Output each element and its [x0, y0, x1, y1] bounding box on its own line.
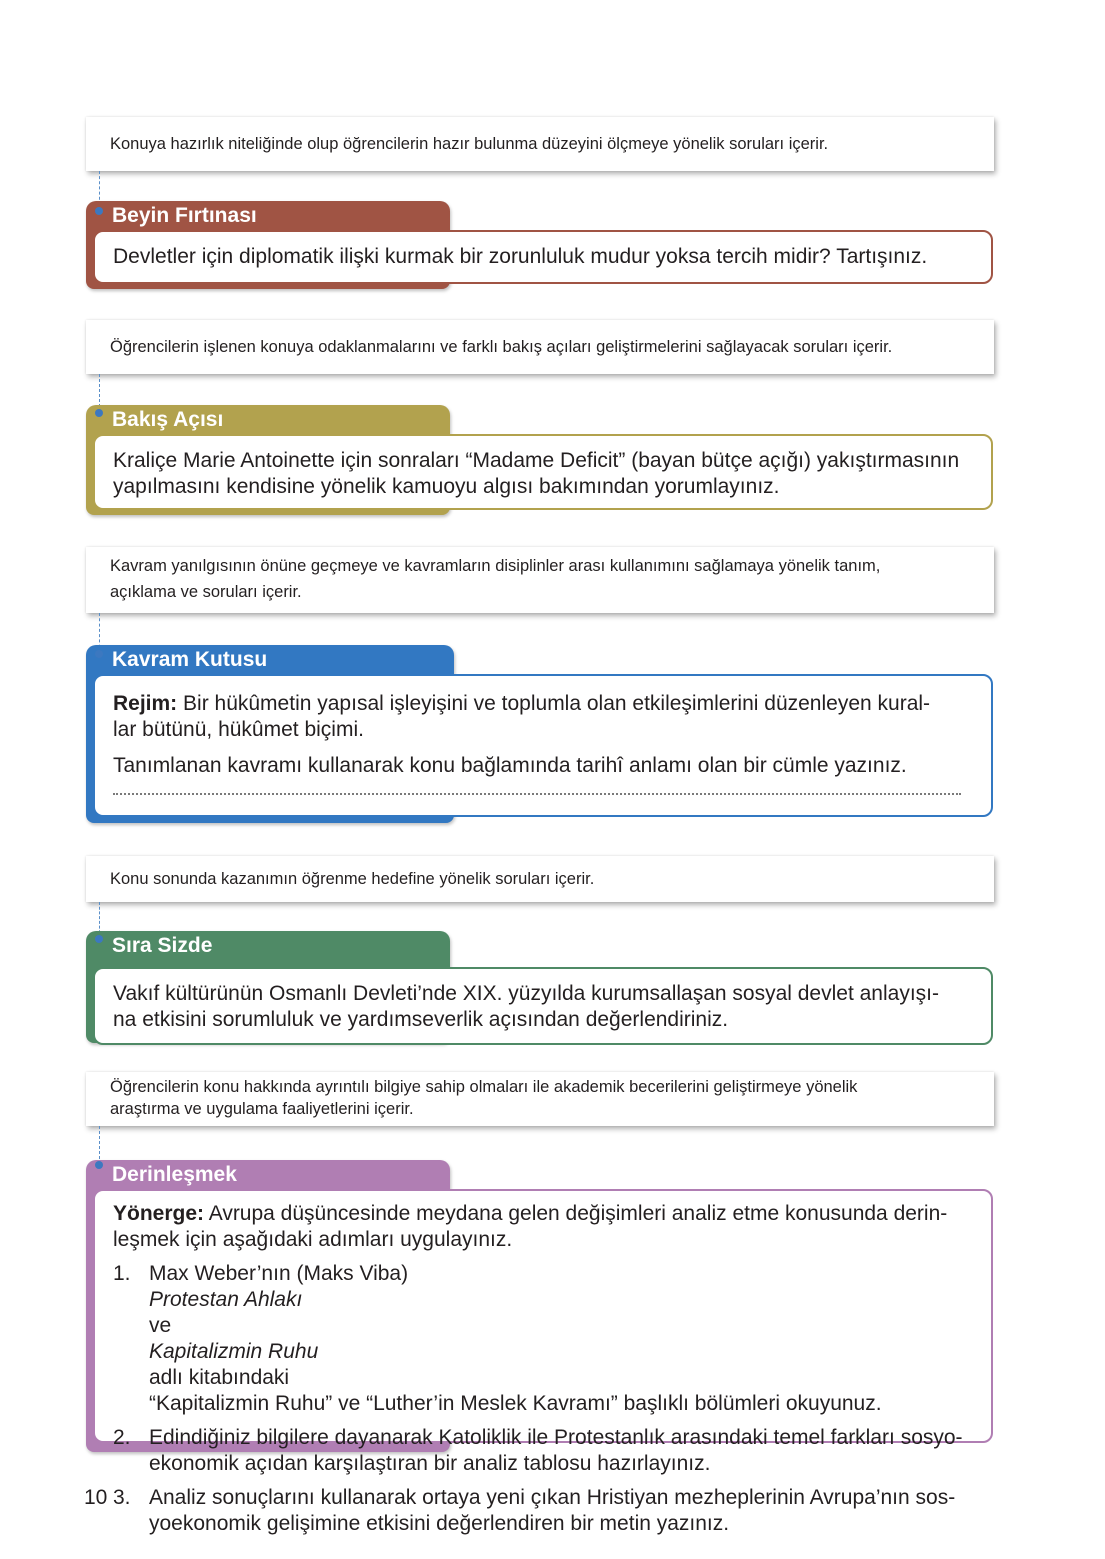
list-item	[113, 1485, 971, 1537]
card-text: Devletler için diplomatik ilişki kurmak bir zorunluluk mudur yoksa tercih midir? Tartışınız.	[113, 245, 928, 268]
bakis-acisi-title: Bakış Açısı	[112, 408, 224, 431]
intro-note-derinlesmek	[86, 1072, 994, 1126]
directive-line-2: leşmek için aşağıdaki adımları uygulayınız.	[113, 1228, 513, 1251]
prompt-text: Tanımlanan kavramı kullanarak konu bağlamında tarihî anlamı olan bir cümle yazınız.	[113, 754, 907, 777]
note-text-line-1: Kavram yanılgısının önüne geçmeye ve kavramların disiplinler arası kullanımını sağlamaya yönelik tanım,	[110, 557, 881, 575]
kavram-kutusu-title: Kavram Kutusu	[112, 648, 268, 671]
step-number: 1.	[113, 1262, 131, 1285]
note-text: Konu sonunda kazanımın öğrenme hedefine yönelik soruları içerir.	[110, 870, 595, 888]
connector-dot-icon	[95, 1161, 103, 1169]
term-label: Rejim:	[113, 692, 178, 715]
sira-sizde-title: Sıra Sizde	[112, 934, 213, 957]
bakis-acisi-card	[93, 434, 993, 510]
card-text-line-1: Kraliçe Marie Antoinette için sonraları “Madame Deficit” (bayan bütçe açığı) yakıştırmasının	[113, 449, 960, 472]
directive-text: Avrupa düşüncesinde meydana gelen değişimleri analiz etme konusunda derin-	[204, 1202, 948, 1225]
step-line-2: “Kapitalizmin Ruhu” ve “Luther’in Meslek Kavramı” başlıklı bölümleri okuyunuz.	[149, 1392, 882, 1415]
step-number: 3.	[113, 1486, 131, 1509]
directive-line-1	[113, 1201, 971, 1227]
list-item	[113, 1425, 971, 1477]
book-title-2: Kapitalizmin Ruhu	[149, 1340, 319, 1363]
step-line-1: Analiz sonuçlarını kullanarak ortaya yeni çıkan Hristiyan mezheplerinin Avrupa’nın sos-	[149, 1486, 956, 1509]
sira-sizde-card	[93, 967, 993, 1045]
connector-dot-icon	[95, 935, 103, 943]
note-text-line-2: açıklama ve soruları içerir.	[110, 583, 302, 601]
beyin-firtinasi-card	[93, 230, 993, 284]
note-text: Öğrencilerin işlenen konuya odaklanmalarını ve farklı bakış açıları geliştirmelerini sağlayacak soruları içerir.	[110, 338, 893, 356]
derinlesmek-title: Derinleşmek	[112, 1163, 237, 1186]
step-number: 2.	[113, 1426, 131, 1449]
definition-line-1	[113, 691, 971, 717]
directive-label: Yönerge:	[113, 1202, 205, 1225]
step-text-pre: Max Weber’nın (Maks Viba)	[149, 1262, 409, 1285]
step-text	[149, 1485, 955, 1537]
step-text	[149, 1425, 963, 1477]
intro-note-beyin-firtinasi	[86, 117, 994, 171]
list-item	[113, 1261, 971, 1417]
card-text-line-2: yapılmasını kendisine yönelik kamuoyu algısı bakımından yorumlayınız.	[113, 475, 780, 498]
kavram-kutusu-card	[93, 674, 993, 817]
step-text-post: adlı kitabındaki	[149, 1366, 290, 1389]
beyin-firtinasi-title: Beyin Fırtınası	[112, 204, 257, 227]
connector-dot-icon	[95, 650, 103, 658]
dashed-connector	[99, 1126, 100, 1164]
step-text	[149, 1261, 882, 1417]
note-text: Konuya hazırlık niteliğinde olup öğrencilerin hazır bulunma düzeyini ölçmeye yönelik soruları içerir.	[110, 135, 829, 153]
step-line-2: yoekonomik gelişimine etkisini değerlendiren bir metin yazınız.	[149, 1512, 730, 1535]
connector-dot-icon	[95, 409, 103, 417]
intro-note-kavram-kutusu	[86, 547, 994, 613]
connector-dot-icon	[95, 207, 103, 215]
definition-text: Bir hükûmetin yapısal işleyişini ve toplumla olan etkileşimlerini düzenleyen kural-	[177, 692, 931, 715]
card-text-line-2: na etkisini sorumluluk ve yardımseverlik açısından değerlendiriniz.	[113, 1008, 729, 1031]
intro-note-sira-sizde	[86, 856, 994, 902]
note-text-line-1: Öğrencilerin konu hakkında ayrıntılı bilgiye sahip olmaları ile akademik becerilerini geliştirmeye yönelik	[110, 1078, 858, 1096]
step-line-1	[149, 1261, 882, 1391]
book-title-1: Protestan Ahlakı	[149, 1288, 303, 1311]
definition-line-2: lar bütünü, hükûmet biçimi.	[113, 718, 364, 741]
page-number: 10	[84, 1486, 108, 1509]
step-line-1: Edindiğiniz bilgilere dayanarak Katoliklik ile Protestanlık arasındaki temel farkları sosyo-	[149, 1426, 963, 1449]
intro-note-bakis-acisi	[86, 320, 994, 374]
note-text-line-2: araştırma ve uygulama faaliyetlerini içerir.	[110, 1100, 414, 1118]
step-line-2: ekonomik açıdan karşılaştıran bir analiz tablosu hazırlayınız.	[149, 1452, 711, 1475]
step-text-mid: ve	[149, 1314, 172, 1337]
steps-list	[113, 1261, 971, 1537]
answer-line[interactable]	[113, 789, 961, 795]
card-text-line-1: Vakıf kültürünün Osmanlı Devleti’nde XIX. yüzyılda kurumsallaşan sosyal devlet anlayışı-	[113, 982, 939, 1005]
